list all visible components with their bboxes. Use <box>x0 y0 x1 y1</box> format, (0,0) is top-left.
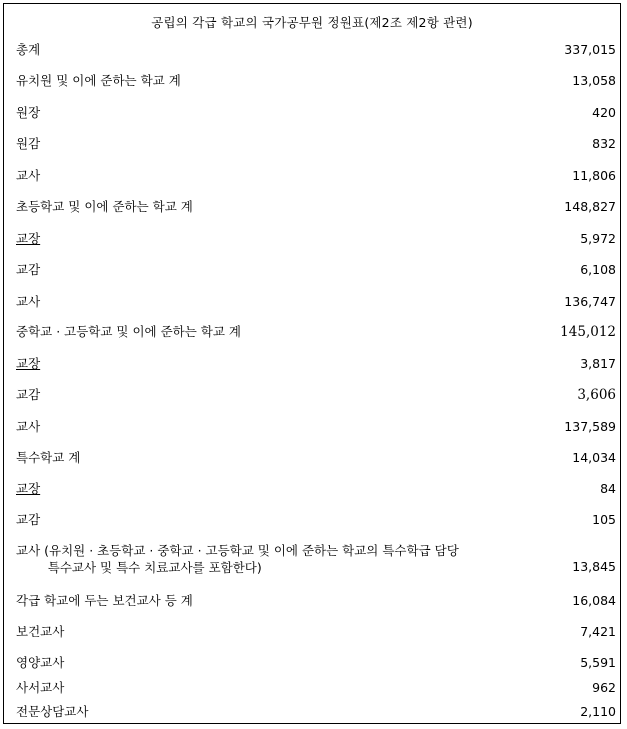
row-label: 각급 학교에 두는 보건교사 등 계 <box>16 593 193 608</box>
row-value: 137,589 <box>564 419 616 434</box>
row-value: 136,747 <box>564 294 616 309</box>
row-value: 13,058 <box>572 73 616 88</box>
row-label: 교감 <box>16 387 41 402</box>
row-value: 148,827 <box>564 199 616 214</box>
row-value: 13,845 <box>572 559 616 574</box>
row-special-vice-principal <box>16 512 616 528</box>
row-label: 교감 <box>16 262 41 277</box>
row-label: 특수학교 계 <box>16 450 81 465</box>
table-title: 공립의 각급 학교의 국가공무원 정원표(제2조 제2항 관련) <box>151 15 473 30</box>
row-label: 총계 <box>16 42 41 57</box>
row-secondary-vice-principal <box>16 387 616 403</box>
row-special-total <box>16 450 616 466</box>
staffing-table <box>3 3 621 724</box>
row-counselor-teacher <box>16 704 616 720</box>
row-value: 105 <box>592 512 616 527</box>
row-value: 3,606 <box>577 387 616 403</box>
row-health-teacher-total <box>16 593 616 609</box>
row-label: 원장 <box>16 105 41 120</box>
row-label: 교장 <box>16 356 41 371</box>
row-value: 3,817 <box>580 356 616 371</box>
row-secondary-principal <box>16 356 616 372</box>
row-label: 사서교사 <box>16 680 65 695</box>
row-value: 962 <box>592 680 616 695</box>
row-label: 영양교사 <box>16 655 65 670</box>
row-value: 337,015 <box>564 42 616 57</box>
row-label: 교감 <box>16 512 41 527</box>
row-label: 중학교 · 고등학교 및 이에 준하는 학교 계 <box>16 324 241 339</box>
row-value: 14,034 <box>572 450 616 465</box>
row-value: 145,012 <box>560 324 616 340</box>
row-label: 교장 <box>16 481 41 496</box>
row-secondary-total <box>16 324 616 340</box>
row-value: 16,084 <box>572 593 616 608</box>
row-label: 유치원 및 이에 준하는 학교 계 <box>16 73 181 88</box>
row-total <box>16 42 616 58</box>
row-elementary-teacher <box>16 294 616 310</box>
row-label: 교사 <box>16 168 41 183</box>
row-nutrition-teacher <box>16 655 616 671</box>
row-value: 832 <box>592 136 616 151</box>
row-label: 교사 (유치원 · 초등학교 · 중학교 · 고등학교 및 이에 준하는 학교의 특수학급 담당 특수교사 및 특수 치료교사를 포함한다) <box>16 543 459 575</box>
row-label: 교사 <box>16 419 41 434</box>
row-value: 2,110 <box>580 704 616 719</box>
row-kindergarten-vice-director <box>16 136 616 152</box>
row-elementary-principal <box>16 231 616 247</box>
row-elementary-vice-principal <box>16 262 616 278</box>
row-label: 교사 <box>16 294 41 309</box>
row-value: 5,972 <box>580 231 616 246</box>
row-value: 420 <box>592 105 616 120</box>
row-value: 5,591 <box>580 655 616 670</box>
row-label: 교장 <box>16 231 41 246</box>
row-label: 보건교사 <box>16 624 65 639</box>
row-value: 6,108 <box>580 262 616 277</box>
row-librarian-teacher <box>16 680 616 696</box>
row-secondary-teacher <box>16 419 616 435</box>
row-special-teacher <box>16 542 616 576</box>
row-kindergarten-director <box>16 105 616 121</box>
row-kindergarten-teacher <box>16 168 616 184</box>
row-label: 원감 <box>16 136 41 151</box>
row-label: 초등학교 및 이에 준하는 학교 계 <box>16 199 193 214</box>
row-elementary-total <box>16 199 616 215</box>
row-value: 7,421 <box>580 624 616 639</box>
row-kindergarten-total <box>16 73 616 89</box>
row-special-principal <box>16 481 616 497</box>
row-value: 84 <box>600 481 616 496</box>
row-health-teacher <box>16 624 616 640</box>
row-value: 11,806 <box>572 168 616 183</box>
row-label: 전문상담교사 <box>16 704 89 719</box>
